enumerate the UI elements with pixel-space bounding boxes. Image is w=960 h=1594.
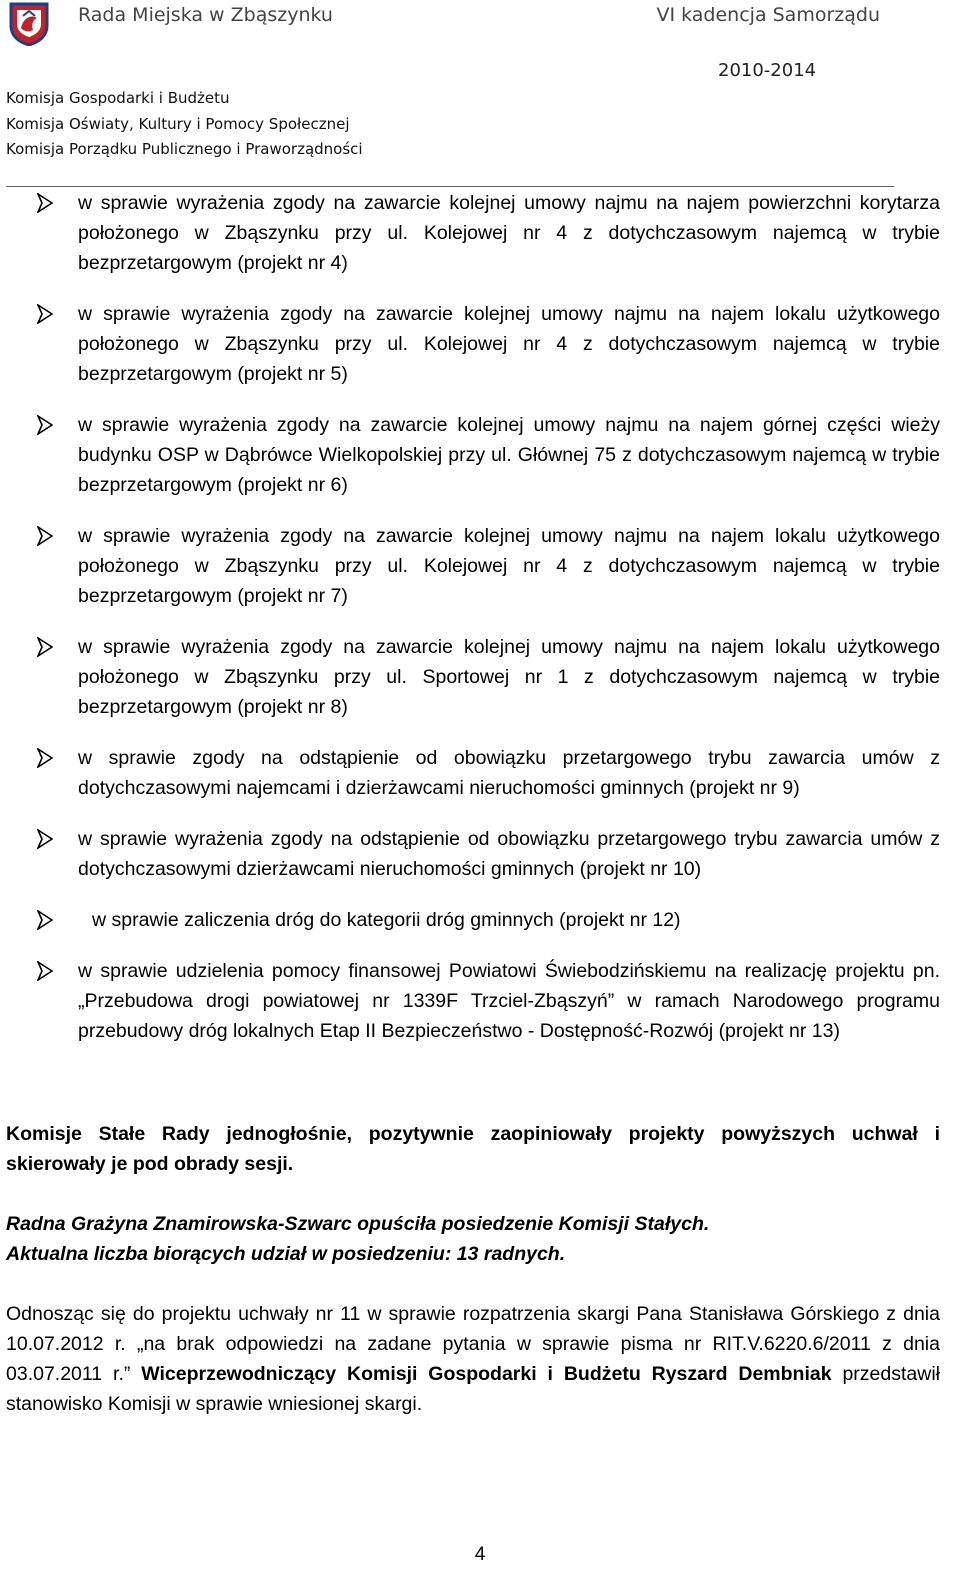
- arrowhead-bullet-icon: [37, 961, 53, 981]
- document-body: [0, 188, 960, 1419]
- arrowhead-bullet-icon: [37, 910, 53, 930]
- list-item: [0, 743, 960, 803]
- list-item: [0, 410, 960, 500]
- committee-name: Komisja Oświaty, Kultury i Pomocy Społecznej: [6, 114, 350, 133]
- arrowhead-bullet-icon: [37, 193, 53, 213]
- list-item: [0, 956, 960, 1046]
- term-label: VI kadencja Samorządu: [656, 4, 880, 26]
- council-name: Rada Miejska w Zbąszynku: [78, 4, 333, 26]
- arrowhead-bullet-icon: [37, 748, 53, 768]
- list-item: [0, 521, 960, 611]
- speaker-name: Wiceprzewodniczący Komisji Gospodarki i Budżetu Ryszard Dembniak: [141, 1363, 832, 1385]
- list-item-text: w sprawie zgody na odstąpienie od obowiązku przetargowego trybu zawarcia umów z dotychczasowymi najemcami i dzierżawcami nieruchomości gminnych (projekt nr 9): [78, 747, 940, 799]
- list-item-text: w sprawie wyrażenia zgody na zawarcie kolejnej umowy najmu na najem lokalu użytkowego położonego w Zbąszynku przy ul. Kolejowej nr 4 z dotychczasowym najemcą w trybie bezprzetargowym (projekt nr 5): [78, 303, 940, 385]
- member-left-note: Radna Grażyna Znamirowska-Szwarc opuściła posiedzenie Komisji Stałych.: [6, 1213, 710, 1235]
- list-item: [0, 188, 960, 278]
- page-header: [0, 0, 960, 190]
- committees-summary: Komisje Stałe Rady jednogłośnie, pozytywnie zaopiniowały projekty powyższych uchwał i skierowały je pod obrady sesji.: [6, 1123, 940, 1175]
- resolution-list: [0, 188, 960, 1046]
- complaint-outro-text: przedstawił stanowisko Komisji w sprawie wniesionej skargi.: [6, 1363, 940, 1415]
- arrowhead-bullet-icon: [37, 526, 53, 546]
- list-item-text: w sprawie udzielenia pomocy finansowej Powiatowi Świebodzińskiemu na realizację projektu pn. „Przebudowa drogi powiatowej nr 1339F Trzciel-Zbąszyń” w ramach Narodowego programu przebudowy dróg lokalnych Etap II Bezpieczeństwo - Dostępność-Rozwój (projekt nr 13): [78, 960, 940, 1042]
- list-item-text: w sprawie zaliczenia dróg do kategorii dróg gminnych (projekt nr 12): [92, 909, 681, 931]
- arrowhead-bullet-icon: [37, 829, 53, 849]
- list-item-text: w sprawie wyrażenia zgody na odstąpienie od obowiązku przetargowego trybu zawarcia umów z dotychczasowymi dzierżawcami nieruchomości gminnych (projekt nr 10): [78, 828, 940, 880]
- list-item: [0, 824, 960, 884]
- list-item-text: w sprawie wyrażenia zgody na zawarcie kolejnej umowy najmu na najem lokalu użytkowego położonego w Zbąszynku przy ul. Kolejowej nr 4 z dotychczasowym najemcą w trybie bezprzetargowym (projekt nr 7): [78, 525, 940, 607]
- term-years: 2010-2014: [718, 60, 817, 81]
- arrowhead-bullet-icon: [37, 304, 53, 324]
- complaint-paragraph: [0, 1299, 960, 1419]
- arrowhead-bullet-icon: [37, 637, 53, 657]
- list-item: [0, 905, 960, 935]
- committee-name: Komisja Gospodarki i Budżetu: [6, 89, 230, 107]
- committee-name: Komisja Porządku Publicznego i Praworządności: [6, 140, 363, 158]
- list-item-text: w sprawie wyrażenia zgody na zawarcie kolejnej umowy najmu na najem górnej części wieży budynku OSP w Dąbrówce Wielkopolskiej przy ul. Głównej 75 z dotychczasowym najemcą w trybie bezprzetargowym (projekt nr 6): [78, 414, 940, 496]
- list-item: [0, 632, 960, 722]
- list-item-text: w sprawie wyrażenia zgody na zawarcie kolejnej umowy najmu na najem lokalu użytkowego położonego w Zbąszynku przy ul. Sportowej nr 1 z dotychczasowym najemcą w trybie bezprzetargowym (projekt nr 8): [78, 636, 940, 718]
- attendance-note: Aktualna liczba biorących udział w posiedzeniu: 13 radnych.: [6, 1243, 566, 1265]
- committees-list: [6, 86, 363, 163]
- arrowhead-bullet-icon: [37, 415, 53, 435]
- list-item-text: w sprawie wyrażenia zgody na zawarcie kolejnej umowy najmu na najem powierzchni korytarza położonego w Zbąszynku przy ul. Kolejowej nr 4 z dotychczasowym najemcą w trybie bezprzetargowym (projekt nr 4): [78, 192, 940, 274]
- list-item: [0, 299, 960, 389]
- coat-of-arms-logo: [9, 2, 49, 46]
- header-divider: [6, 186, 894, 187]
- complaint-intro-text: Odnosząc się do projektu uchwały nr 11 w sprawie rozpatrzenia skargi Pana Stanisława Górskiego z dnia 10.07.2012 r. „na brak odpowiedzi na zadane pytania w sprawie pisma nr RIT.V.6220.6/2011 z dnia 03.07.2011 r.”: [6, 1303, 940, 1385]
- page-number: 4: [474, 1544, 486, 1565]
